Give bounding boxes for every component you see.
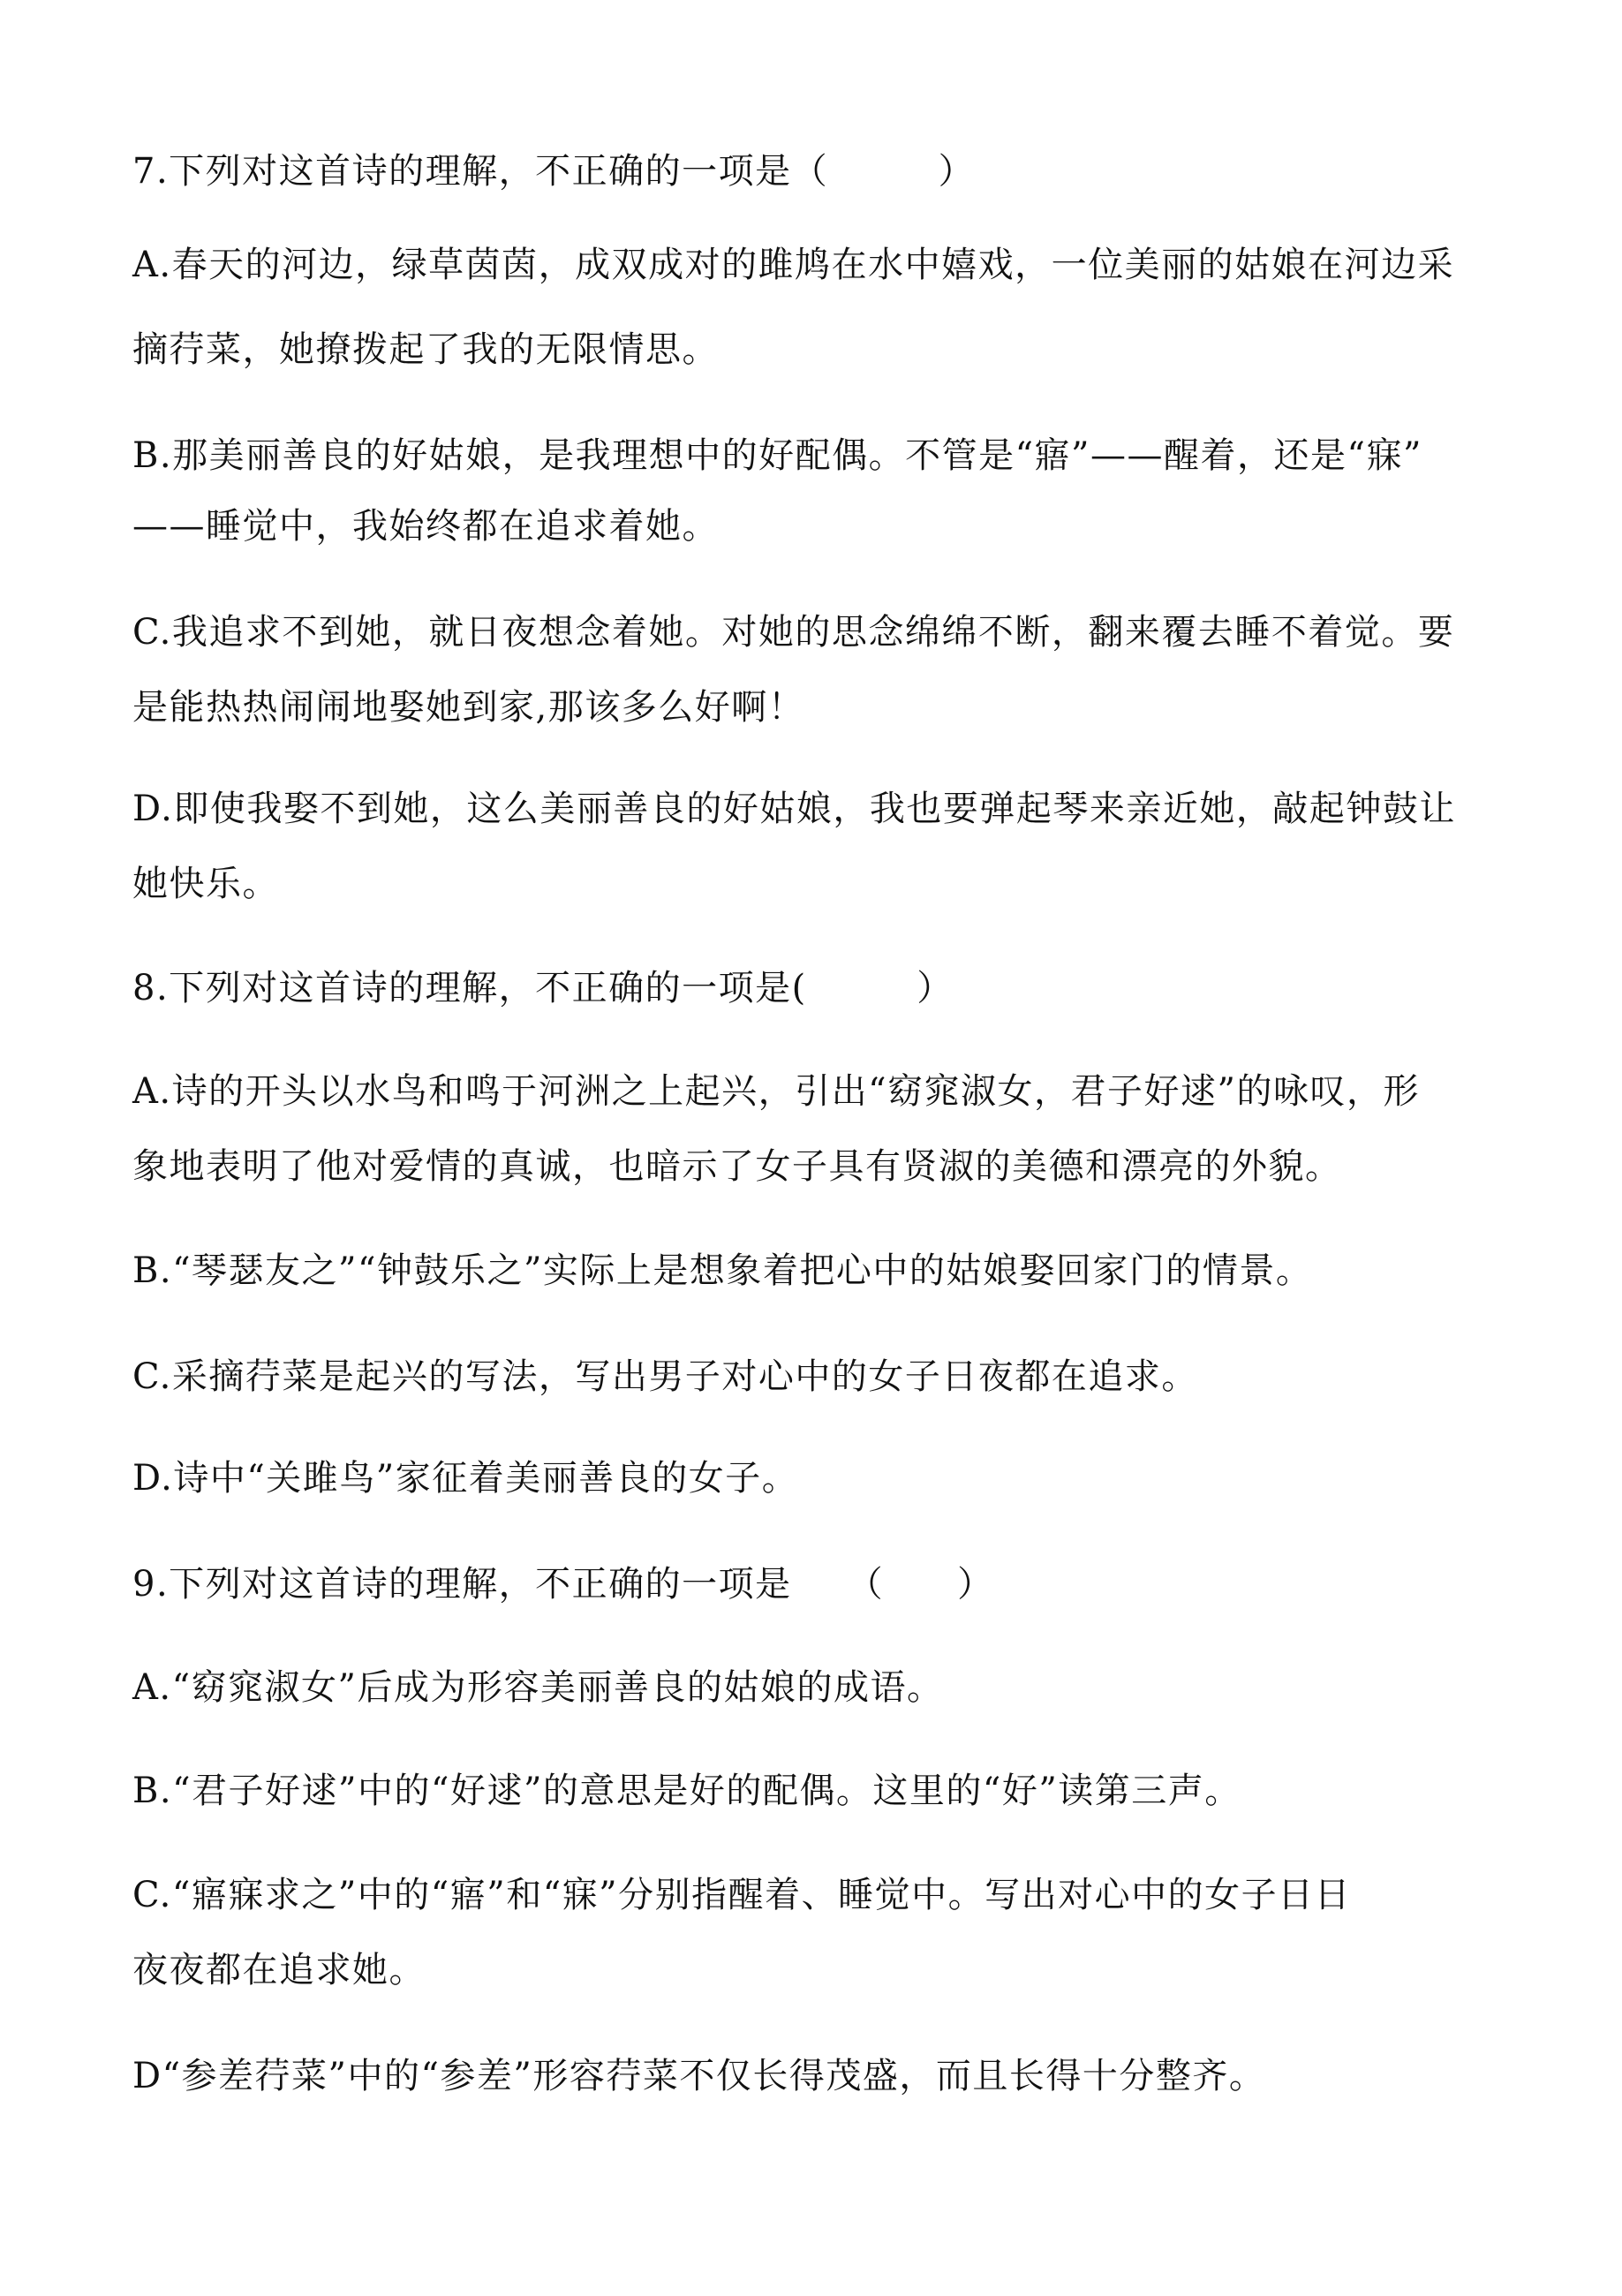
question-9-option-c-line-1: C.“寤寐求之”中的“寤”和“寐”分别指醒着、睡觉中。写出对心中的女子日日 <box>132 1875 1352 1915</box>
question-9-option-d: D“参差荇菜”中的“参差”形容荇菜不仅长得茂盛，而且长得十分整齐。 <box>132 2056 1266 2096</box>
question-8-option-c: C.采摘荇菜是起兴的写法，写出男子对心中的女子日夜都在追求。 <box>132 1356 1198 1397</box>
question-7-stem: 7.下列对这首诗的理解，不正确的一项是（ ） <box>132 151 976 192</box>
question-7-option-c-line-1: C.我追求不到她，就日夜想念着她。对她的思念绵绵不断，翻来覆去睡不着觉。要 <box>132 612 1455 653</box>
question-7-option-c-line-2: 是能热热闹闹地娶她到家,那该多么好啊！ <box>132 687 805 728</box>
question-8-option-a-line-1: A.诗的开头以水鸟和鸣于河洲之上起兴，引出“窈窕淑女，君子好逑”的咏叹，形 <box>132 1071 1420 1112</box>
question-8-stem: 8.下列对这首诗的理解，不正确的一项是( ） <box>132 968 954 1008</box>
question-8-option-b: B.“琴瑟友之”“钟鼓乐之”实际上是想象着把心中的姑娘娶回家门的情景。 <box>132 1250 1313 1291</box>
question-7-option-d-line-2: 她快乐。 <box>132 864 279 904</box>
question-8-option-d: D.诗中“关雎鸟”家征着美丽善良的女子。 <box>132 1458 799 1499</box>
question-9-option-a: A.“窈窕淑女”后成为形容美丽善良的姑娘的成语。 <box>132 1667 944 1708</box>
question-7-option-b-line-1: B.那美丽善良的好姑娘，是我理想中的好配偶。不管是“寤”——醒着，还是“寐” <box>132 435 1422 476</box>
question-9-stem: 9.下列对这首诗的理解，不正确的一项是 （ ） <box>132 1564 994 1605</box>
question-9-option-c-line-2: 夜夜都在追求她。 <box>132 1950 426 1990</box>
question-9-option-b: B.“君子好逑”中的“好逑”的意思是好的配偶。这里的“好”读第三声。 <box>132 1771 1241 1811</box>
question-7-option-a-line-2: 摘荇菜，她撩拨起了我的无限情思。 <box>132 329 719 370</box>
question-7-option-d-line-1: D.即使我娶不到她，这么美丽善良的好姑娘，我也要弹起琴来亲近她，敲起钟鼓让 <box>132 789 1456 829</box>
question-8-option-a-line-2: 象地表明了他对爱情的真诚，也暗示了女子具有贤淑的美德和漂亮的外貌。 <box>132 1146 1342 1187</box>
question-7-option-b-line-2: ——睡觉中，我始终都在追求着她。 <box>132 506 719 547</box>
question-7-option-a-line-1: A.春天的河边，绿草茵茵，成双成对的雎鸠在水中嬉戏，一位美丽的姑娘在河边采 <box>132 245 1455 285</box>
